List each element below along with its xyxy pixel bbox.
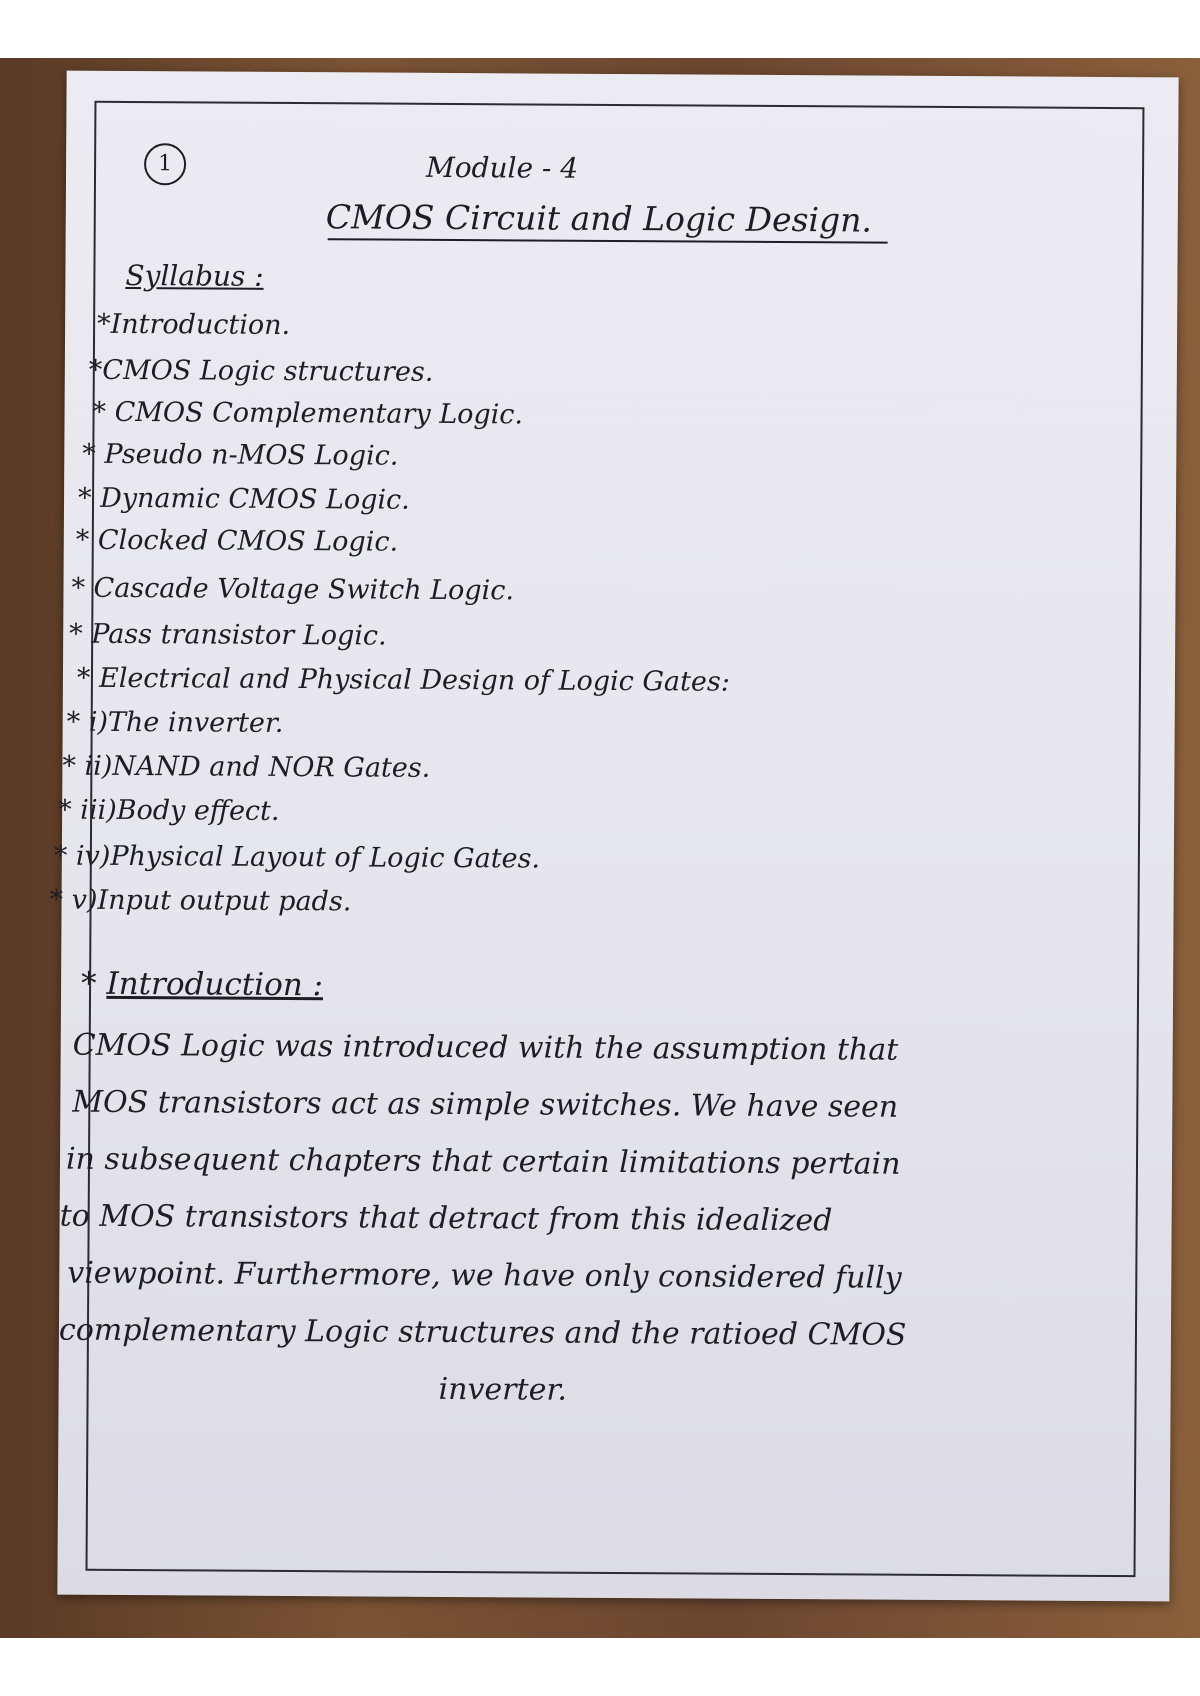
syllabus-item: * Dynamic CMOS Logic. (77, 482, 410, 516)
syllabus-item: * iv)Physical Layout of Logic Gates. (53, 840, 541, 875)
module-label: Module - 4 (425, 150, 579, 185)
introduction-paragraph (58, 1017, 1170, 1423)
introduction-label: Introduction : (106, 965, 324, 1004)
paragraph-line: inverter. (438, 1371, 568, 1408)
syllabus-item: *CMOS Logic structures. (88, 354, 434, 388)
syllabus-item: * ii)NAND and NOR Gates. (62, 750, 431, 784)
syllabus-item: * iii)Body effect. (58, 794, 280, 827)
syllabus-item: * Electrical and Physical Design of Logic Gates: (76, 662, 730, 698)
paragraph-line: in subsequent chapters that certain limitations pertain (65, 1141, 901, 1182)
syllabus-heading: Syllabus : (125, 258, 264, 293)
paragraph-line: viewpoint. Furthermore, we have only considered fully (67, 1255, 902, 1296)
syllabus-item: *Introduction. (97, 308, 291, 341)
notebook-sheet (49, 71, 1178, 1602)
paragraph-line: CMOS Logic was introduced with the assumption that (72, 1027, 899, 1068)
paragraph-line: complementary Logic structures and the ratioed CMOS (58, 1312, 907, 1353)
syllabus-item: * Pseudo n-MOS Logic. (82, 438, 399, 472)
star-bullet: * (80, 965, 97, 1002)
syllabus-item: * i)The inverter. (66, 706, 284, 739)
syllabus-item: * v)Input output pads. (49, 884, 352, 918)
syllabus-item: * Cascade Voltage Switch Logic. (71, 572, 515, 607)
introduction-heading (81, 966, 323, 1003)
page-title: CMOS Circuit and Logic Design. (325, 197, 873, 240)
syllabus-item: * CMOS Complementary Logic. (92, 396, 524, 431)
paragraph-line: MOS transistors act as simple switches. We have seen (72, 1084, 899, 1125)
syllabus-item: * Pass transistor Logic. (69, 618, 387, 652)
syllabus-item: * Clocked CMOS Logic. (75, 524, 399, 558)
page-number: 1 (144, 143, 186, 185)
paragraph-line: to MOS transistors that detract from this idealized (59, 1198, 833, 1239)
